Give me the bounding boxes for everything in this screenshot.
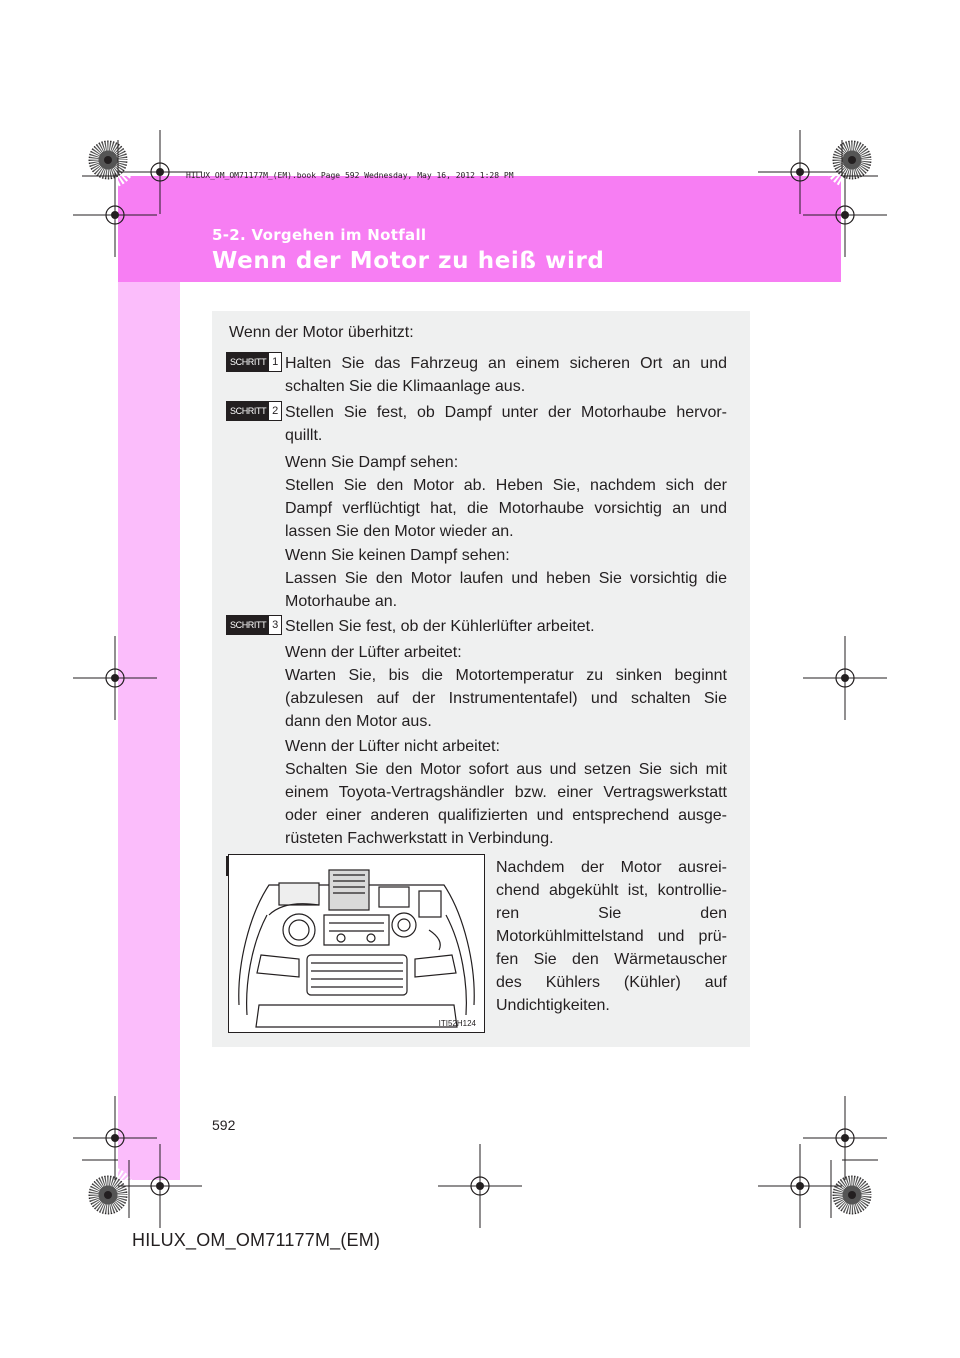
crosshair-icon	[758, 130, 842, 214]
step-badge-label: SCHRITT	[227, 353, 269, 371]
case-line: Lassen Sie den Motor laufen und heben Sie vorsichtig die	[285, 570, 727, 587]
case-heading: Wenn Sie keinen Dampf sehen:	[285, 547, 510, 564]
star-target-icon	[89, 1176, 127, 1214]
case-line: Stellen Sie den Motor ab. Heben Sie, nachdem sich der	[285, 477, 727, 494]
step-4-line: chend abgekühlt ist, kontrollie-	[496, 882, 727, 899]
case-line: dann den Motor aus.	[285, 713, 432, 730]
open-hood-engine-icon	[229, 855, 484, 1032]
page-number: 592	[212, 1117, 236, 1133]
case-line: lassen Sie den Motor wieder an.	[285, 523, 514, 540]
step-number: 1	[272, 356, 279, 368]
crosshair-icon	[438, 1144, 522, 1228]
step-badge-2	[226, 401, 282, 421]
step-badge-3	[226, 615, 282, 635]
step-4-line: Nachdem der Motor ausrei-	[496, 859, 727, 876]
crosshair-icon	[118, 130, 202, 214]
step-1-line: schalten Sie die Klimaanlage aus.	[285, 378, 526, 395]
case-heading: Wenn der Lüfter nicht arbeitet:	[285, 738, 500, 755]
step-1-line: Halten Sie das Fahrzeug an einem sicheren Ort an und	[285, 355, 727, 372]
step-2-line: quillt.	[285, 427, 323, 444]
case-line: rüsteten Fachwerkstatt in Verbindung.	[285, 830, 554, 847]
case-line: Warten Sie, bis die Motortemperatur zu sinken beginnt	[285, 667, 727, 684]
case-line: Motorhaube an.	[285, 593, 398, 610]
crosshair-icon	[803, 636, 887, 720]
star-target-icon	[833, 1176, 871, 1214]
crosshair-icon	[73, 173, 157, 257]
step-number: 2	[272, 405, 279, 417]
step-badge-label: SCHRITT	[227, 402, 269, 420]
step-3-line: Stellen Sie fest, ob der Kühlerlüfter arbeitet.	[285, 618, 595, 635]
case-line: einem Toyota-Vertragshändler bzw. einer Vertragswerkstatt	[285, 784, 727, 801]
step-2-line: Stellen Sie fest, ob Dampf unter der Motorhaube hervor-	[285, 404, 727, 421]
step-badge-label: SCHRITT	[227, 616, 269, 634]
step-4-line: Undichtigkeiten.	[496, 997, 610, 1014]
step-badge-1	[226, 352, 282, 372]
case-line: oder einer anderen qualifizierten und entsprechend ausge-	[285, 807, 727, 824]
star-target-icon	[89, 141, 127, 179]
section-label: 5-2. Vorgehen im Notfall	[212, 226, 427, 244]
step-number: 3	[272, 619, 279, 631]
step-4-line: ren Sie den	[496, 905, 727, 922]
crosshair-icon	[73, 636, 157, 720]
case-heading: Wenn der Lüfter arbeitet:	[285, 644, 462, 661]
book-file-stamp: HILUX_OM_OM71177M_(EM).book Page 592 Wednesday, May 16, 2012 1:28 PM	[186, 171, 514, 180]
document-code: HILUX_OM_OM71177M_(EM)	[132, 1230, 381, 1250]
intro-text: Wenn der Motor überhitzt:	[229, 324, 414, 341]
step-4-line: fen Sie den Wärmetauscher	[496, 951, 727, 968]
step-4-line: Motorkühlmittelstand und prü-	[496, 928, 727, 945]
illustration-code: ITI52H124	[438, 1019, 476, 1028]
crosshair-icon	[73, 1096, 157, 1180]
crosshair-icon	[803, 1096, 887, 1180]
crosshair-icon	[803, 173, 887, 257]
crosshair-icon	[758, 1144, 842, 1228]
step-4-line: des Kühlers (Kühler) auf	[496, 974, 727, 991]
case-line: (abzulesen auf der Instrumententafel) und schalten Sie	[285, 690, 727, 707]
case-line: Dampf verflüchtigt hat, die Motorhaube vorsichtig an und	[285, 500, 727, 517]
case-line: Schalten Sie den Motor sofort aus und setzen Sie sich mit	[285, 761, 727, 778]
case-heading: Wenn Sie Dampf sehen:	[285, 454, 459, 471]
crosshair-icon	[118, 1144, 202, 1228]
engine-compartment-illustration	[228, 854, 485, 1033]
star-target-icon	[833, 141, 871, 179]
page-title: Wenn der Motor zu heiß wird	[212, 248, 605, 274]
